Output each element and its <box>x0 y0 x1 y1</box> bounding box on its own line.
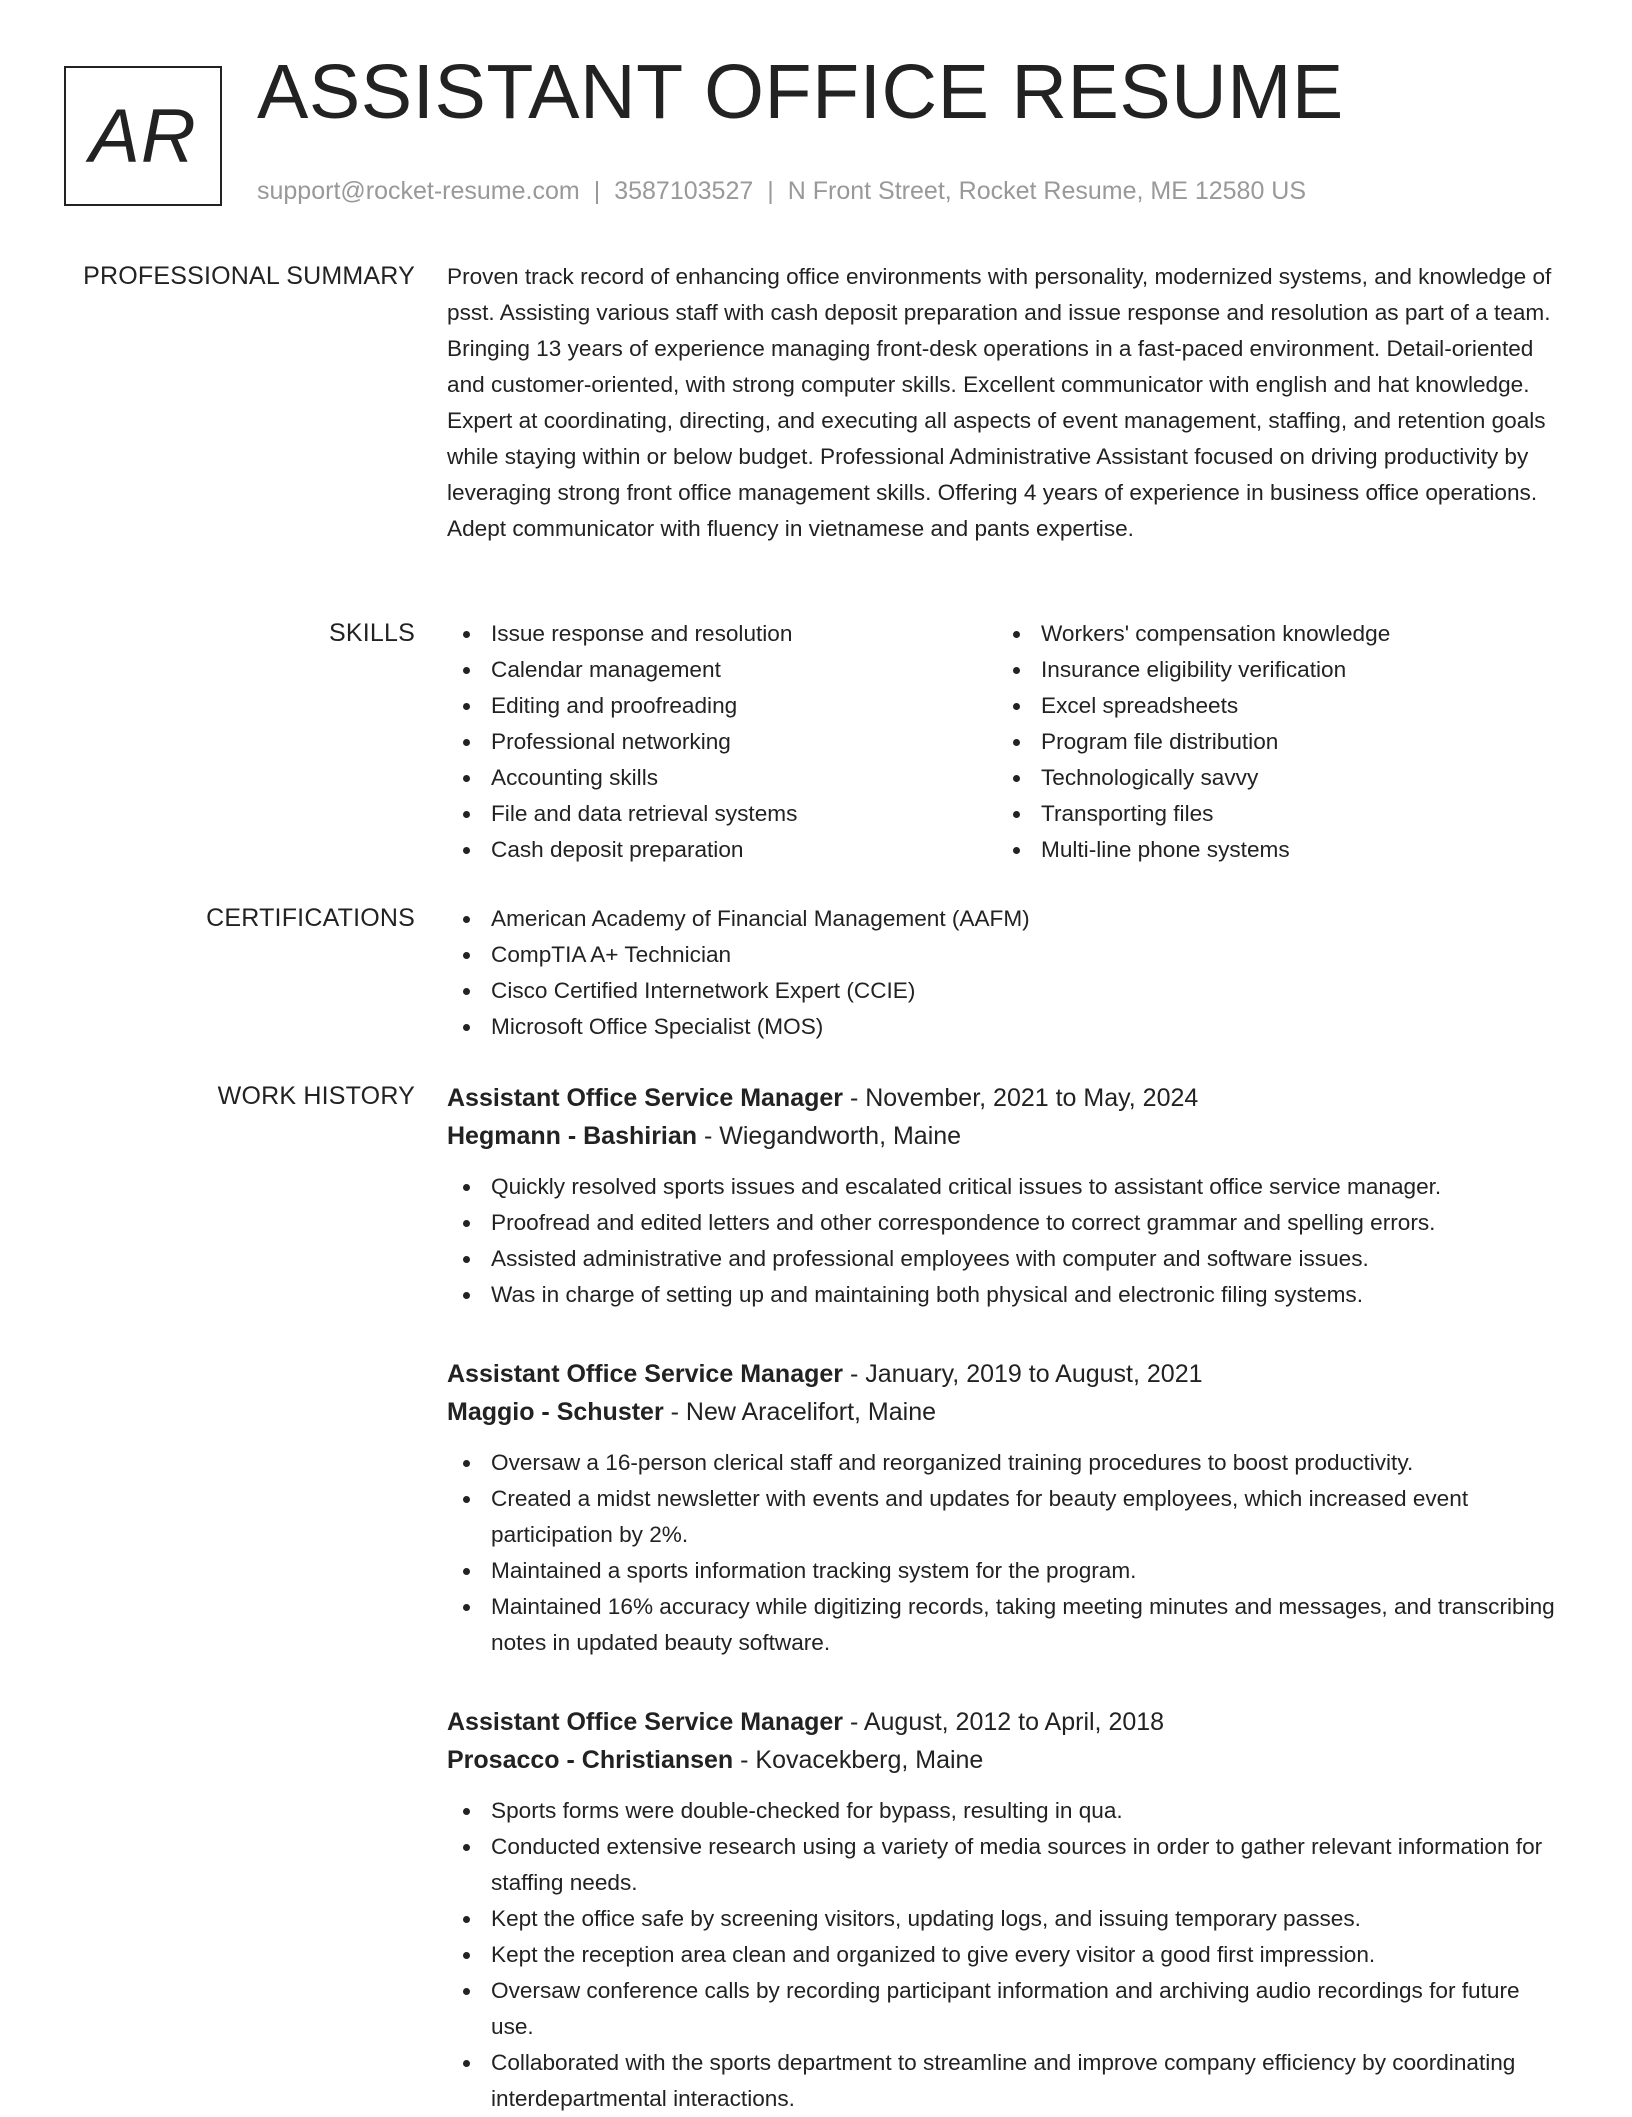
job-title: Assistant Office Service Manager <box>447 1360 843 1388</box>
skill-item: Transporting files <box>997 796 1547 832</box>
contact-separator: | <box>767 177 774 205</box>
certification-item: CompTIA A+ Technician <box>447 937 1567 973</box>
skill-item: Workers' compensation knowledge <box>997 616 1547 652</box>
skills-list-right <box>997 616 1547 868</box>
job-entry <box>447 1703 1567 2117</box>
contact-separator: | <box>593 177 601 205</box>
monogram-initials: AR <box>89 93 197 179</box>
skill-item: Insurance eligibility verification <box>997 652 1547 688</box>
summary-text: Proven track record of enhancing office environments with personality, modernized systems, and knowledge of psst. Assisting various staff with cash deposit preparation and issue response and resolution as part of a team. Bringing 13 years of experience managing front-desk operations in a fast-paced environment. Detail-oriented and customer-oriented, with strong computer skills. Excellent communicator with english and hat knowledge. Expert at coordinating, directing, and executing all aspects of event management, staffing, and retention goals while staying within or below budget. Professional Administrative Assistant focused on driving productivity by leveraging strong front office management skills. Offering 4 years of experience in business office operations. Adept communicator with fluency in vietnamese and pants expertise. <box>447 264 1552 541</box>
skills-content <box>447 616 1567 868</box>
job-dates: - November, 2021 to May, 2024 <box>843 1084 1199 1112</box>
skill-item: Excel spreadsheets <box>997 688 1547 724</box>
job-company: Maggio - Schuster <box>447 1398 664 1426</box>
job-company: Hegmann - Bashirian <box>447 1122 698 1150</box>
job-bullet: Maintained a sports information tracking system for the program. <box>447 1553 1567 1589</box>
certification-item: Cisco Certified Internetwork Expert (CCIE) <box>447 973 1567 1009</box>
job-entry <box>447 1079 1567 1313</box>
job-title: Assistant Office Service Manager <box>447 1708 843 1736</box>
job-title-line <box>447 1079 1567 1117</box>
section-label-certifications: CERTIFICATIONS <box>206 904 415 932</box>
certifications-content <box>447 901 1567 1045</box>
job-bullet: Oversaw conference calls by recording participant information and archiving audio recordings for future use. <box>447 1973 1567 2045</box>
job-company: Prosacco - Christiansen <box>447 1746 734 1774</box>
contact-address: N Front Street, Rocket Resume, ME 12580 US <box>787 177 1307 205</box>
job-company-line <box>447 1393 1567 1431</box>
job-bullet-list <box>447 1169 1567 1313</box>
job-bullet-list <box>447 1445 1567 1661</box>
job-bullet: Assisted administrative and professional employees with computer and software issues. <box>447 1241 1567 1277</box>
section-label-skills: SKILLS <box>329 619 415 647</box>
job-location: - Wiegandworth, Maine <box>697 1122 962 1150</box>
work-history-content <box>447 1079 1567 2117</box>
certification-item: American Academy of Financial Management (AAFM) <box>447 901 1567 937</box>
job-bullet: Kept the reception area clean and organized to give every visitor a good first impression. <box>447 1937 1567 1973</box>
resume-title: ASSISTANT OFFICE RESUME <box>257 49 1344 135</box>
summary-content <box>447 259 1567 547</box>
job-bullet: Oversaw a 16-person clerical staff and reorganized training procedures to boost productivity. <box>447 1445 1567 1481</box>
job-location: - Kovacekberg, Maine <box>733 1746 984 1774</box>
job-title-line <box>447 1355 1567 1393</box>
skill-item: Cash deposit preparation <box>447 832 997 868</box>
certification-item: Microsoft Office Specialist (MOS) <box>447 1009 1567 1045</box>
job-company-line <box>447 1741 1567 1779</box>
job-title-line <box>447 1703 1567 1741</box>
job-bullet: Collaborated with the sports department to streamline and improve company efficiency by coordinating interdepartmental interactions. <box>447 2045 1567 2117</box>
skill-item: Professional networking <box>447 724 997 760</box>
contact-line <box>257 176 1306 206</box>
skill-item: Issue response and resolution <box>447 616 997 652</box>
skill-item: Technologically savvy <box>997 760 1547 796</box>
skill-item: Editing and proofreading <box>447 688 997 724</box>
job-bullet: Proofread and edited letters and other correspondence to correct grammar and spelling errors. <box>447 1205 1567 1241</box>
skills-list-left <box>447 616 997 868</box>
job-bullet: Kept the office safe by screening visitors, updating logs, and issuing temporary passes. <box>447 1901 1567 1937</box>
certifications-list <box>447 901 1567 1045</box>
contact-phone: 3587103527 <box>614 177 754 205</box>
section-label-summary: PROFESSIONAL SUMMARY <box>83 262 415 290</box>
skill-item: File and data retrieval systems <box>447 796 997 832</box>
job-bullet: Created a midst newsletter with events and updates for beauty employees, which increased event participation by 2%. <box>447 1481 1567 1553</box>
job-bullet: Maintained 16% accuracy while digitizing records, taking meeting minutes and messages, and transcribing notes in updated beauty software. <box>447 1589 1567 1661</box>
job-bullet: Quickly resolved sports issues and escalated critical issues to assistant office service manager. <box>447 1169 1567 1205</box>
job-title: Assistant Office Service Manager <box>447 1084 843 1112</box>
monogram-badge <box>64 66 222 206</box>
section-label-work-history: WORK HISTORY <box>217 1082 415 1110</box>
job-bullet-list <box>447 1793 1567 2117</box>
contact-email: support@rocket-resume.com <box>257 177 580 205</box>
skill-item: Accounting skills <box>447 760 997 796</box>
skill-item: Program file distribution <box>997 724 1547 760</box>
skill-item: Calendar management <box>447 652 997 688</box>
job-location: - New Aracelifort, Maine <box>663 1398 937 1426</box>
job-bullet: Sports forms were double-checked for bypass, resulting in qua. <box>447 1793 1567 1829</box>
job-dates: - January, 2019 to August, 2021 <box>843 1360 1203 1388</box>
job-entry <box>447 1355 1567 1661</box>
job-company-line <box>447 1117 1567 1155</box>
job-dates: - August, 2012 to April, 2018 <box>843 1708 1165 1736</box>
job-bullet: Conducted extensive research using a variety of media sources in order to gather relevant information for staffing needs. <box>447 1829 1567 1901</box>
skill-item: Multi-line phone systems <box>997 832 1547 868</box>
job-bullet: Was in charge of setting up and maintaining both physical and electronic filing systems. <box>447 1277 1567 1313</box>
